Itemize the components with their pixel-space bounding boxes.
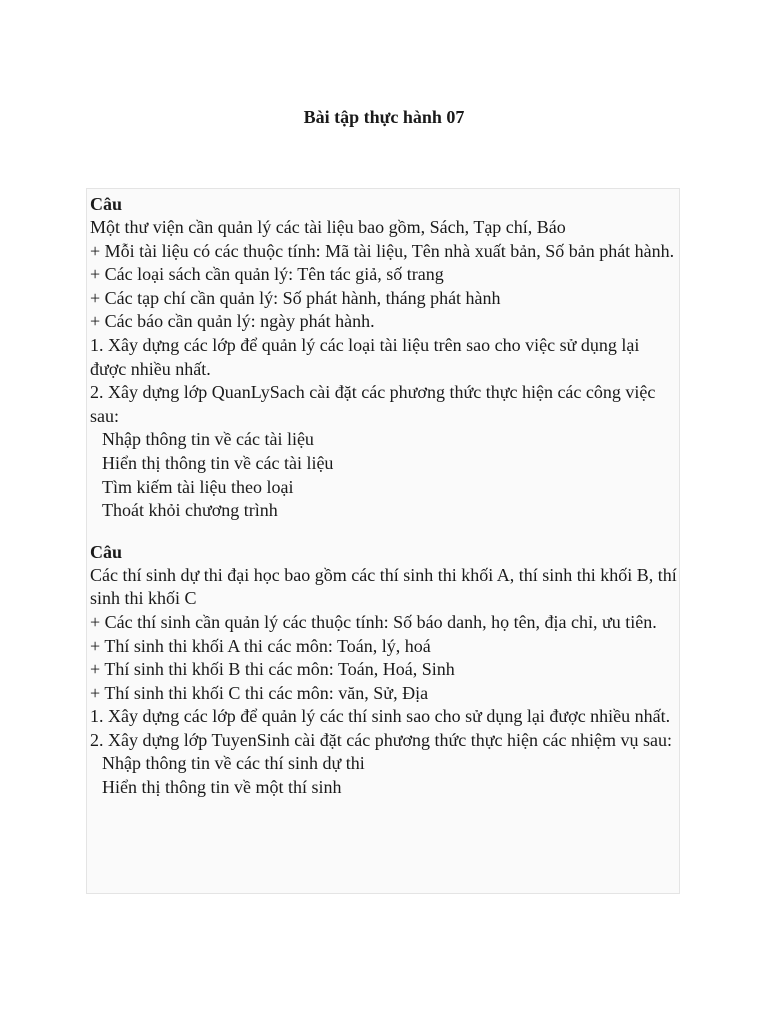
question-line: + Các loại sách cần quản lý: Tên tác giả, số trang: [90, 264, 444, 285]
task-item: Hiển thị thông tin về một thí sinh: [102, 777, 342, 798]
question-line: 2. Xây dựng lớp QuanLySach cài đặt các phương thức thực hiện các công việc sau:: [90, 382, 656, 426]
task-item: Hiển thị thông tin về các tài liệu: [102, 452, 334, 473]
task-item: Tìm kiếm tài liệu theo loại: [102, 476, 294, 497]
question-line: + Các tạp chí cần quản lý: Số phát hành, tháng phát hành: [90, 287, 501, 308]
task-item: Nhập thông tin về các tài liệu: [102, 429, 314, 450]
question-line: 2. Xây dựng lớp TuyenSinh cài đặt các phương thức thực hiện các nhiệm vụ sau:: [90, 729, 672, 750]
question-line: + Các báo cần quản lý: ngày phát hành.: [90, 311, 375, 332]
question-line: + Các thí sinh cần quản lý các thuộc tính: Số báo danh, họ tên, địa chỉ, ưu tiên.: [90, 611, 657, 632]
question-heading: Câu: [90, 541, 123, 562]
task-item: Nhập thông tin về các thí sinh dự thi: [102, 753, 365, 774]
question-1: [90, 192, 679, 523]
question-line: 1. Xây dựng các lớp để quản lý các thí sinh sao cho sử dụng lại được nhiều nhất.: [90, 706, 671, 727]
question-line: + Mỗi tài liệu có các thuộc tính: Mã tài liệu, Tên nhà xuất bản, Số bản phát hành.: [90, 240, 675, 261]
question-line: + Thí sinh thi khối A thi các môn: Toán, lý, hoá: [90, 635, 431, 656]
page-title: Bài tập thực hành 07: [303, 107, 465, 127]
exercise-content-box: [86, 188, 680, 894]
question-line: Một thư viện cần quản lý các tài liệu bao gồm, Sách, Tạp chí, Báo: [90, 217, 566, 237]
question-line: 1. Xây dựng các lớp để quản lý các loại tài liệu trên sao cho việc sử dụng lại được nhiều nhất.: [90, 334, 640, 379]
question-line: Các thí sinh dự thi đại học bao gồm các thí sinh thi khối A, thí sinh thi khối B, thí sinh thi khối C: [90, 564, 677, 609]
question-line: + Thí sinh thi khối C thi các môn: văn, Sử, Địa: [90, 682, 429, 703]
task-item: Thoát khỏi chương trình: [102, 500, 278, 521]
question-2: [90, 540, 679, 800]
question-heading: Câu: [90, 194, 123, 214]
question-line: + Thí sinh thi khối B thi các môn: Toán, Hoá, Sinh: [90, 659, 455, 680]
exercise-content: [87, 189, 679, 800]
